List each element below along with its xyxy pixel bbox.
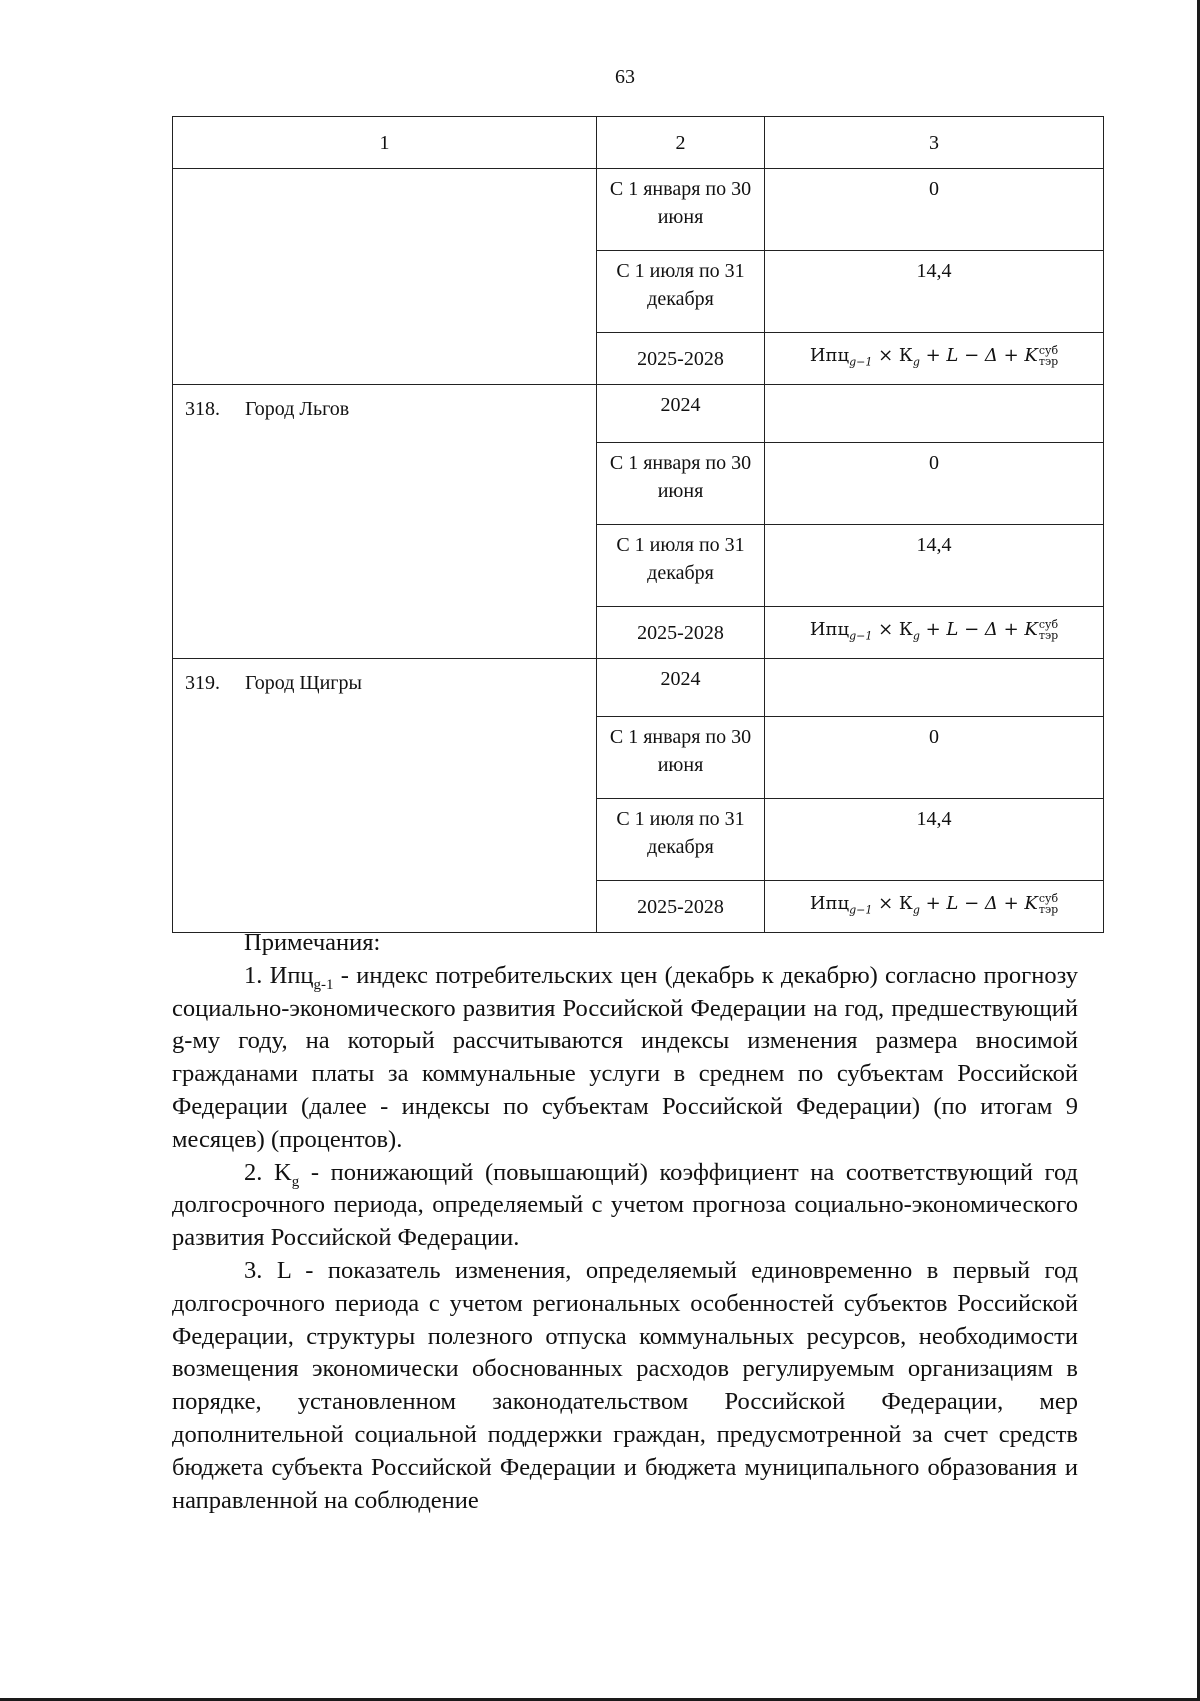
period-cell: 2025-2028 <box>597 607 765 659</box>
table-row <box>173 169 1104 251</box>
header-cell: 1 <box>173 117 597 169</box>
period-cell: С 1 января по 30 июня <box>597 443 765 525</box>
city-cell <box>173 385 597 659</box>
table-header-row <box>173 117 1104 169</box>
period-cell: С 1 июля по 31 декабря <box>597 799 765 881</box>
period-cell: 2024 <box>597 385 765 443</box>
city-cell-empty <box>173 169 597 385</box>
formula: $Ипц_{g-1} \times К_g + L - \Delta + K$ суб тэр <box>809 892 1059 917</box>
value-cell: 14,4 <box>765 799 1104 881</box>
period-cell: С 1 января по 30 июня <box>597 169 765 251</box>
value-cell: 14,4 <box>765 251 1104 333</box>
notes-section <box>172 927 1078 1517</box>
period-cell: С 1 января по 30 июня <box>597 717 765 799</box>
formula-cell <box>765 607 1104 659</box>
formula-cell <box>765 333 1104 385</box>
city-name: Город Щигры <box>245 672 362 694</box>
formula: $Ипц_{g-1} \times К_g + L - \Delta + K$ суб тэр <box>809 344 1059 369</box>
table-row <box>173 659 1104 717</box>
table-row <box>173 385 1104 443</box>
period-cell: 2025-2028 <box>597 333 765 385</box>
formula: $Ипц_{g-1} \times К_g + L - \Delta + K$ суб тэр <box>809 618 1059 643</box>
value-cell: 0 <box>765 717 1104 799</box>
header-cell: 2 <box>597 117 765 169</box>
city-number: 319. <box>185 672 220 694</box>
value-cell: 0 <box>765 169 1104 251</box>
note-1: 1. Ипц$_{g-1}$ - индекс потребительских цен (декабрь к декабрю) согласно прогнозу социально-экономического развития Российской Федерации на год, предшествующий g-му году, на который рассчитываются индексы изменения размера вносимой гражданами платы за коммунальные услуги в среднем по субъектам Российской Федерации (далее - индексы по субъектам Российской Федерации) (по итогам 9 месяцев) (процентов). <box>172 961 1078 1153</box>
note-3: 3. L - показатель изменения, определяемый единовременно в первый год долгосрочного периода с учетом региональных особенностей субъектов Российской Федерации, структуры полезного отпуска коммунальных ресурсов, необходимости возмещения экономически обоснованных расходов регулируемым организациям в порядке, установленном законодательством Российской Федерации, мер дополнительной социальной поддержки граждан, предусмотренной за счет средств бюджета субъекта Российской Федерации и бюджета муниципального образования и направленной на соблюдение <box>172 1256 1078 1514</box>
period-cell: С 1 июля по 31 декабря <box>597 525 765 607</box>
header-cell: 3 <box>765 117 1104 169</box>
value-cell: 0 <box>765 443 1104 525</box>
value-cell <box>765 659 1104 717</box>
index-table <box>172 116 1104 933</box>
city-name: Город Льгов <box>245 398 350 420</box>
formula-cell <box>765 881 1104 933</box>
period-cell: 2024 <box>597 659 765 717</box>
page-number: 63 <box>615 66 635 88</box>
value-cell <box>765 385 1104 443</box>
period-cell: С 1 июля по 31 декабря <box>597 251 765 333</box>
period-cell: 2025-2028 <box>597 881 765 933</box>
city-number: 318. <box>185 398 220 420</box>
city-cell <box>173 659 597 933</box>
note-2: 2. $K_g$ - понижающий (повышающий) коэффициент на соответствующий год долгосрочного периода, определяемый с учетом прогноза социально-экономического развития Российской Федерации. <box>172 1158 1079 1252</box>
value-cell: 14,4 <box>765 525 1104 607</box>
notes-title: Примечания: <box>244 929 381 956</box>
